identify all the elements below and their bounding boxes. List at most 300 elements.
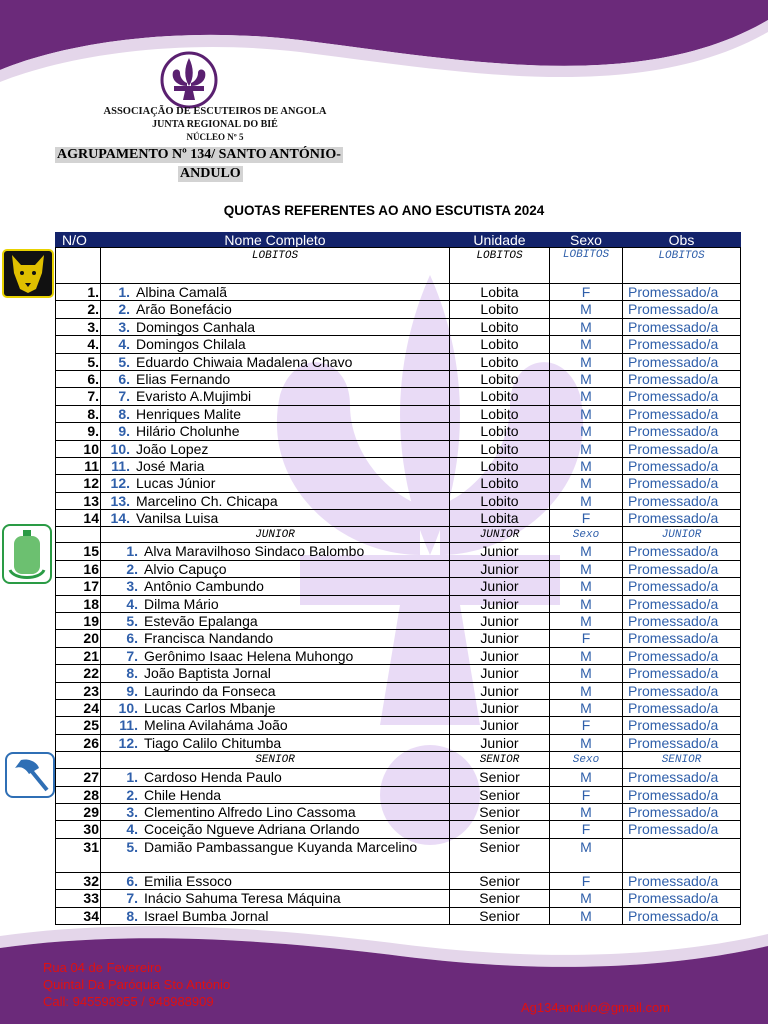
member-index: 2. — [126, 786, 138, 803]
member-index: 1. — [118, 284, 130, 300]
member-obs: Promessado/a — [622, 613, 741, 629]
member-obs: Promessado/a — [622, 493, 741, 509]
member-index: 12. — [118, 734, 138, 751]
row-number: 27 — [55, 769, 100, 785]
member-name: Alva Maravilhoso Sindaco Balombo — [144, 543, 365, 560]
member-sex: M — [549, 475, 622, 491]
member-unit: Junior — [449, 683, 549, 699]
header-unit: Unidade — [449, 232, 549, 247]
member-sex: F — [549, 873, 622, 889]
member-sex: F — [549, 787, 622, 803]
table-row — [55, 613, 741, 630]
member-obs: Promessado/a — [622, 336, 741, 352]
member-obs: Promessado/a — [622, 804, 741, 820]
table-row — [55, 578, 741, 595]
member-index: 6. — [126, 630, 138, 647]
member-unit: Lobito — [449, 371, 549, 387]
row-number: 15 — [55, 543, 100, 559]
member-name: Albina Camalã — [136, 284, 228, 300]
member-index: 7. — [118, 388, 130, 405]
member-obs: Promessado/a — [622, 406, 741, 422]
table-row — [55, 406, 741, 423]
row-number: 1. — [55, 284, 100, 300]
member-unit: Junior — [449, 630, 549, 646]
member-sex: M — [549, 700, 622, 716]
member-index: 8. — [126, 665, 138, 682]
member-name: João Baptista Jornal — [144, 665, 271, 682]
member-obs: Promessado/a — [622, 596, 741, 612]
member-obs: Promessado/a — [622, 873, 741, 889]
member-unit: Junior — [449, 648, 549, 664]
section-row-senior — [55, 752, 741, 769]
member-index: 11. — [119, 717, 138, 734]
section-no-cell — [55, 752, 100, 768]
member-name-cell — [100, 873, 449, 889]
member-obs: Promessado/a — [622, 284, 741, 300]
member-name: Domingos Chilala — [136, 336, 246, 353]
header-name — [100, 232, 449, 247]
member-index: 6. — [118, 370, 130, 387]
member-sex: M — [549, 596, 622, 612]
member-sex: M — [549, 804, 622, 820]
table-row — [55, 890, 741, 907]
member-name: Eduardo Chiwaia Madalena Chavo — [136, 353, 353, 370]
member-obs: Promessado/a — [622, 561, 741, 577]
table-row — [55, 561, 741, 578]
member-name: Gerônimo Isaac Helena Muhongo — [144, 647, 354, 664]
member-unit: Lobito — [449, 301, 549, 317]
member-name-cell — [100, 787, 449, 803]
member-obs: Promessado/a — [622, 821, 741, 837]
row-number: 33 — [55, 890, 100, 906]
footer-address-line2: Quintal Da Paróquia Sto António — [43, 977, 231, 992]
footer-address-line1: Rua 04 de Fevereiro — [43, 960, 162, 975]
table-row — [55, 301, 741, 318]
member-sex: M — [549, 561, 622, 577]
row-number: 2. — [55, 301, 100, 317]
member-unit: Lobito — [449, 458, 549, 474]
member-name: Henriques Malite — [136, 405, 242, 422]
member-name: Alvio Capuço — [144, 560, 227, 577]
table-row — [55, 388, 741, 405]
member-name: Lucas Júnior — [136, 475, 216, 492]
table-row — [55, 493, 741, 510]
member-name-cell — [100, 301, 449, 317]
row-number: 6. — [55, 371, 100, 387]
member-name-cell — [100, 735, 449, 751]
member-sex: M — [549, 839, 622, 872]
member-name-cell — [100, 683, 449, 699]
member-name: Lucas Carlos Mbanje — [144, 699, 276, 716]
member-sex: M — [549, 683, 622, 699]
member-obs: Promessado/a — [622, 423, 741, 439]
member-index: 2. — [118, 301, 130, 318]
member-unit: Lobito — [449, 423, 549, 439]
member-sex: M — [549, 441, 622, 457]
member-name-cell — [100, 336, 449, 352]
member-name-cell — [100, 717, 449, 733]
table-row — [55, 354, 741, 371]
member-unit: Lobito — [449, 388, 549, 404]
member-unit: Senior — [449, 787, 549, 803]
member-sex: F — [549, 630, 622, 646]
row-number: 3. — [55, 319, 100, 335]
member-unit: Junior — [449, 735, 549, 751]
member-name: Coceição Ngueve Adriana Orlando — [144, 821, 360, 838]
member-sex: M — [549, 458, 622, 474]
table-row — [55, 543, 741, 560]
member-name: Laurindo da Fonseca — [144, 682, 276, 699]
table-row — [55, 284, 741, 301]
member-sex: M — [549, 493, 622, 509]
member-name-cell — [100, 596, 449, 612]
member-unit: Senior — [449, 821, 549, 837]
section-label: LOBITOS — [549, 248, 622, 283]
table-row — [55, 873, 741, 890]
member-unit: Lobito — [449, 336, 549, 352]
member-obs: Promessado/a — [622, 543, 741, 559]
member-name-cell — [100, 890, 449, 906]
member-unit: Senior — [449, 804, 549, 820]
section-no-cell — [55, 527, 100, 542]
member-name-cell — [100, 354, 449, 370]
member-sex: M — [549, 769, 622, 785]
table-row — [55, 769, 741, 786]
section-label: Sexo — [549, 752, 622, 768]
member-name: Elias Fernando — [136, 370, 231, 387]
member-sex: F — [549, 821, 622, 837]
row-number: 13 — [55, 493, 100, 509]
member-sex: M — [549, 406, 622, 422]
row-number: 34 — [55, 908, 100, 924]
member-sex: M — [549, 301, 622, 317]
member-sex: F — [549, 284, 622, 300]
table-row — [55, 319, 741, 336]
row-number: 31 — [55, 839, 100, 872]
member-unit: Lobita — [449, 510, 549, 526]
member-sex: M — [549, 543, 622, 559]
row-number: 4. — [55, 336, 100, 352]
table-row — [55, 510, 741, 527]
footer-phone: Call: 945598955 / 948988909 — [43, 994, 214, 1009]
member-name: José Maria — [136, 457, 205, 474]
member-obs: Promessado/a — [622, 735, 741, 751]
section-label: SENIOR — [622, 752, 741, 768]
row-number: 11 — [55, 458, 100, 474]
member-index: 14. — [110, 510, 130, 527]
member-name: Tiago Calilo Chitumba — [144, 734, 282, 751]
wolf-icon — [2, 249, 54, 298]
table-row — [55, 423, 741, 440]
member-obs: Promessado/a — [622, 769, 741, 785]
header-obs: Obs — [622, 232, 741, 247]
table-row — [55, 336, 741, 353]
table-row — [55, 735, 741, 752]
section-label: LOBITOS — [622, 248, 741, 283]
member-obs: Promessado/a — [622, 648, 741, 664]
member-unit: Junior — [449, 700, 549, 716]
member-index: 9. — [126, 682, 138, 699]
table-row — [55, 787, 741, 804]
row-number: 24 — [55, 700, 100, 716]
member-index: 11. — [111, 457, 130, 474]
member-sex: M — [549, 735, 622, 751]
member-obs: Promessado/a — [622, 319, 741, 335]
member-sex: M — [549, 319, 622, 335]
member-name: Inácio Sahuma Teresa Máquina — [144, 890, 341, 907]
member-sex: M — [549, 890, 622, 906]
member-name-cell — [100, 475, 449, 491]
member-obs: Promessado/a — [622, 301, 741, 317]
member-name: João Lopez — [136, 440, 209, 457]
member-obs: Promessado/a — [622, 510, 741, 526]
member-obs: Promessado/a — [622, 458, 741, 474]
member-index: 8. — [126, 907, 138, 924]
member-obs: Promessado/a — [622, 717, 741, 733]
member-name: Israel Bumba Jornal — [144, 907, 269, 924]
header-name-label: Nome Completo — [224, 232, 326, 247]
member-unit: Lobito — [449, 354, 549, 370]
member-obs — [622, 839, 741, 872]
member-sex: F — [549, 717, 622, 733]
member-name-cell — [100, 665, 449, 681]
member-name-cell — [100, 648, 449, 664]
row-number: 23 — [55, 683, 100, 699]
section-row-lobitos — [55, 248, 741, 284]
member-unit: Lobito — [449, 493, 549, 509]
member-name: Dilma Mário — [144, 595, 219, 612]
member-index: 6. — [126, 872, 138, 889]
section-label: SENIOR — [100, 752, 449, 768]
member-index: 4. — [126, 595, 138, 612]
member-name-cell — [100, 578, 449, 594]
member-index: 9. — [118, 423, 130, 440]
member-index: 3. — [126, 578, 138, 595]
member-unit: Junior — [449, 578, 549, 594]
member-unit: Junior — [449, 596, 549, 612]
row-number: 14 — [55, 510, 100, 526]
agrupamento-line2: ANDULO — [180, 166, 241, 181]
member-index: 5. — [126, 613, 138, 630]
member-name-cell — [100, 543, 449, 559]
member-name-cell — [100, 630, 449, 646]
member-sex: M — [549, 336, 622, 352]
member-index: 12. — [110, 475, 130, 492]
table-header-row — [55, 232, 741, 248]
member-index: 3. — [126, 803, 138, 820]
table-row — [55, 683, 741, 700]
member-obs: Promessado/a — [622, 700, 741, 716]
member-sex: M — [549, 613, 622, 629]
row-number: 12 — [55, 475, 100, 491]
member-index: 5. — [126, 838, 138, 855]
row-number: 18 — [55, 596, 100, 612]
member-index: 10. — [110, 440, 130, 457]
row-number: 26 — [55, 735, 100, 751]
table-row — [55, 475, 741, 492]
footer-email[interactable]: Ag134andulo@gmail.com — [521, 1000, 671, 1015]
member-index: 4. — [118, 336, 130, 353]
member-sex: M — [549, 908, 622, 924]
member-name: Cardoso Henda Paulo — [144, 769, 282, 786]
member-name-cell — [100, 458, 449, 474]
member-index: 13. — [110, 492, 130, 509]
row-number: 17 — [55, 578, 100, 594]
canteen-icon — [2, 524, 52, 584]
member-name: Chile Henda — [144, 786, 222, 803]
association-name: ASSOCIAÇÃO DE ESCUTEIROS DE ANGOLA — [103, 106, 327, 117]
table-row — [55, 371, 741, 388]
row-number: 32 — [55, 873, 100, 889]
section-label: Sexo — [549, 527, 622, 542]
member-unit: Junior — [449, 717, 549, 733]
member-name-cell — [100, 769, 449, 785]
member-unit: Senior — [449, 873, 549, 889]
member-unit: Senior — [449, 769, 549, 785]
row-number: 20 — [55, 630, 100, 646]
member-name-cell — [100, 561, 449, 577]
row-number: 5. — [55, 354, 100, 370]
row-number: 25 — [55, 717, 100, 733]
member-obs: Promessado/a — [622, 371, 741, 387]
member-name: Melina Avilaháma João — [144, 717, 288, 734]
member-name: Vanilsa Luisa — [136, 510, 219, 527]
member-name: Marcelino Ch. Chicapa — [136, 492, 278, 509]
member-sex: M — [549, 578, 622, 594]
member-index: 10. — [118, 699, 138, 716]
member-name-cell — [100, 839, 449, 872]
member-name-cell — [100, 371, 449, 387]
section-row-junior — [55, 527, 741, 543]
member-name-cell — [100, 388, 449, 404]
nucleus-number: NÚCLEO Nº 5 — [186, 132, 244, 142]
table-row — [55, 596, 741, 613]
member-unit: Senior — [449, 908, 549, 924]
section-label: JUNIOR — [622, 527, 741, 542]
table-row — [55, 630, 741, 647]
member-unit: Senior — [449, 890, 549, 906]
member-unit: Junior — [449, 543, 549, 559]
member-name: Arão Bonefácio — [136, 301, 232, 318]
member-name-cell — [100, 510, 449, 526]
member-unit: Junior — [449, 665, 549, 681]
member-name-cell — [100, 441, 449, 457]
member-unit: Lobito — [449, 319, 549, 335]
row-number: 28 — [55, 787, 100, 803]
section-label: SENIOR — [449, 752, 549, 768]
table-row — [55, 458, 741, 475]
member-name-cell — [100, 700, 449, 716]
member-obs: Promessado/a — [622, 908, 741, 924]
table-body — [55, 248, 741, 925]
row-number: 29 — [55, 804, 100, 820]
member-obs: Promessado/a — [622, 665, 741, 681]
row-number: 10 — [55, 441, 100, 457]
member-name: Francisca Nandando — [144, 630, 274, 647]
table-row — [55, 665, 741, 682]
row-number: 21 — [55, 648, 100, 664]
member-unit: Junior — [449, 561, 549, 577]
member-sex: M — [549, 388, 622, 404]
dues-table — [55, 232, 741, 925]
member-name-cell — [100, 406, 449, 422]
row-number: 19 — [55, 613, 100, 629]
axe-icon — [5, 752, 55, 798]
member-index: 7. — [126, 890, 138, 907]
agrupamento-line1: AGRUPAMENTO Nº 134/ SANTO ANTÓNIO- — [57, 147, 341, 162]
member-sex: M — [549, 665, 622, 681]
member-unit: Lobito — [449, 441, 549, 457]
member-obs: Promessado/a — [622, 683, 741, 699]
member-name: Antônio Cambundo — [144, 578, 264, 595]
member-obs: Promessado/a — [622, 354, 741, 370]
member-sex: M — [549, 354, 622, 370]
row-number: 7. — [55, 388, 100, 404]
section-label: JUNIOR — [100, 527, 449, 542]
table-row — [55, 717, 741, 734]
regional-board: JUNTA REGIONAL DO BIÉ — [152, 119, 278, 130]
member-index: 2. — [126, 560, 138, 577]
member-name-cell — [100, 804, 449, 820]
member-index: 4. — [126, 821, 138, 838]
member-unit: Junior — [449, 613, 549, 629]
member-index: 5. — [118, 353, 130, 370]
member-name-cell — [100, 423, 449, 439]
member-sex: M — [549, 423, 622, 439]
member-unit: Lobito — [449, 475, 549, 491]
member-name: Estevão Epalanga — [144, 613, 258, 630]
member-index: 1. — [126, 543, 138, 560]
row-number: 16 — [55, 561, 100, 577]
member-obs: Promessado/a — [622, 787, 741, 803]
table-row — [55, 700, 741, 717]
member-name: Domingos Canhala — [136, 318, 256, 335]
member-name-cell — [100, 613, 449, 629]
row-number: 30 — [55, 821, 100, 837]
header-no: N/O — [55, 232, 100, 247]
table-row — [55, 804, 741, 821]
member-name: Evaristo A.Mujimbi — [136, 388, 252, 405]
member-sex: M — [549, 371, 622, 387]
table-row — [55, 441, 741, 458]
member-index: 1. — [126, 769, 138, 786]
member-obs: Promessado/a — [622, 475, 741, 491]
member-name: Damião Pambassangue Kuyanda Marcelino — [144, 838, 418, 855]
table-row — [55, 648, 741, 665]
member-name: Hilário Cholunhe — [136, 423, 240, 440]
member-name: Clementino Alfredo Lino Cassoma — [144, 803, 356, 820]
member-name-cell — [100, 821, 449, 837]
member-unit: Senior — [449, 839, 549, 872]
section-label: LOBITOS — [449, 248, 549, 283]
member-unit: Lobita — [449, 284, 549, 300]
table-row — [55, 839, 741, 873]
member-obs: Promessado/a — [622, 630, 741, 646]
member-sex: F — [549, 510, 622, 526]
member-index: 7. — [126, 647, 138, 664]
member-name: Emilia Essoco — [144, 872, 232, 889]
member-obs: Promessado/a — [622, 441, 741, 457]
top-wave-decoration — [0, 0, 768, 110]
member-obs: Promessado/a — [622, 578, 741, 594]
member-name-cell — [100, 319, 449, 335]
member-name-cell — [100, 284, 449, 300]
member-index: 3. — [118, 318, 130, 335]
row-number: 22 — [55, 665, 100, 681]
header-sex: Sexo — [549, 232, 622, 247]
member-unit: Lobito — [449, 406, 549, 422]
scout-emblem-logo — [158, 50, 220, 110]
